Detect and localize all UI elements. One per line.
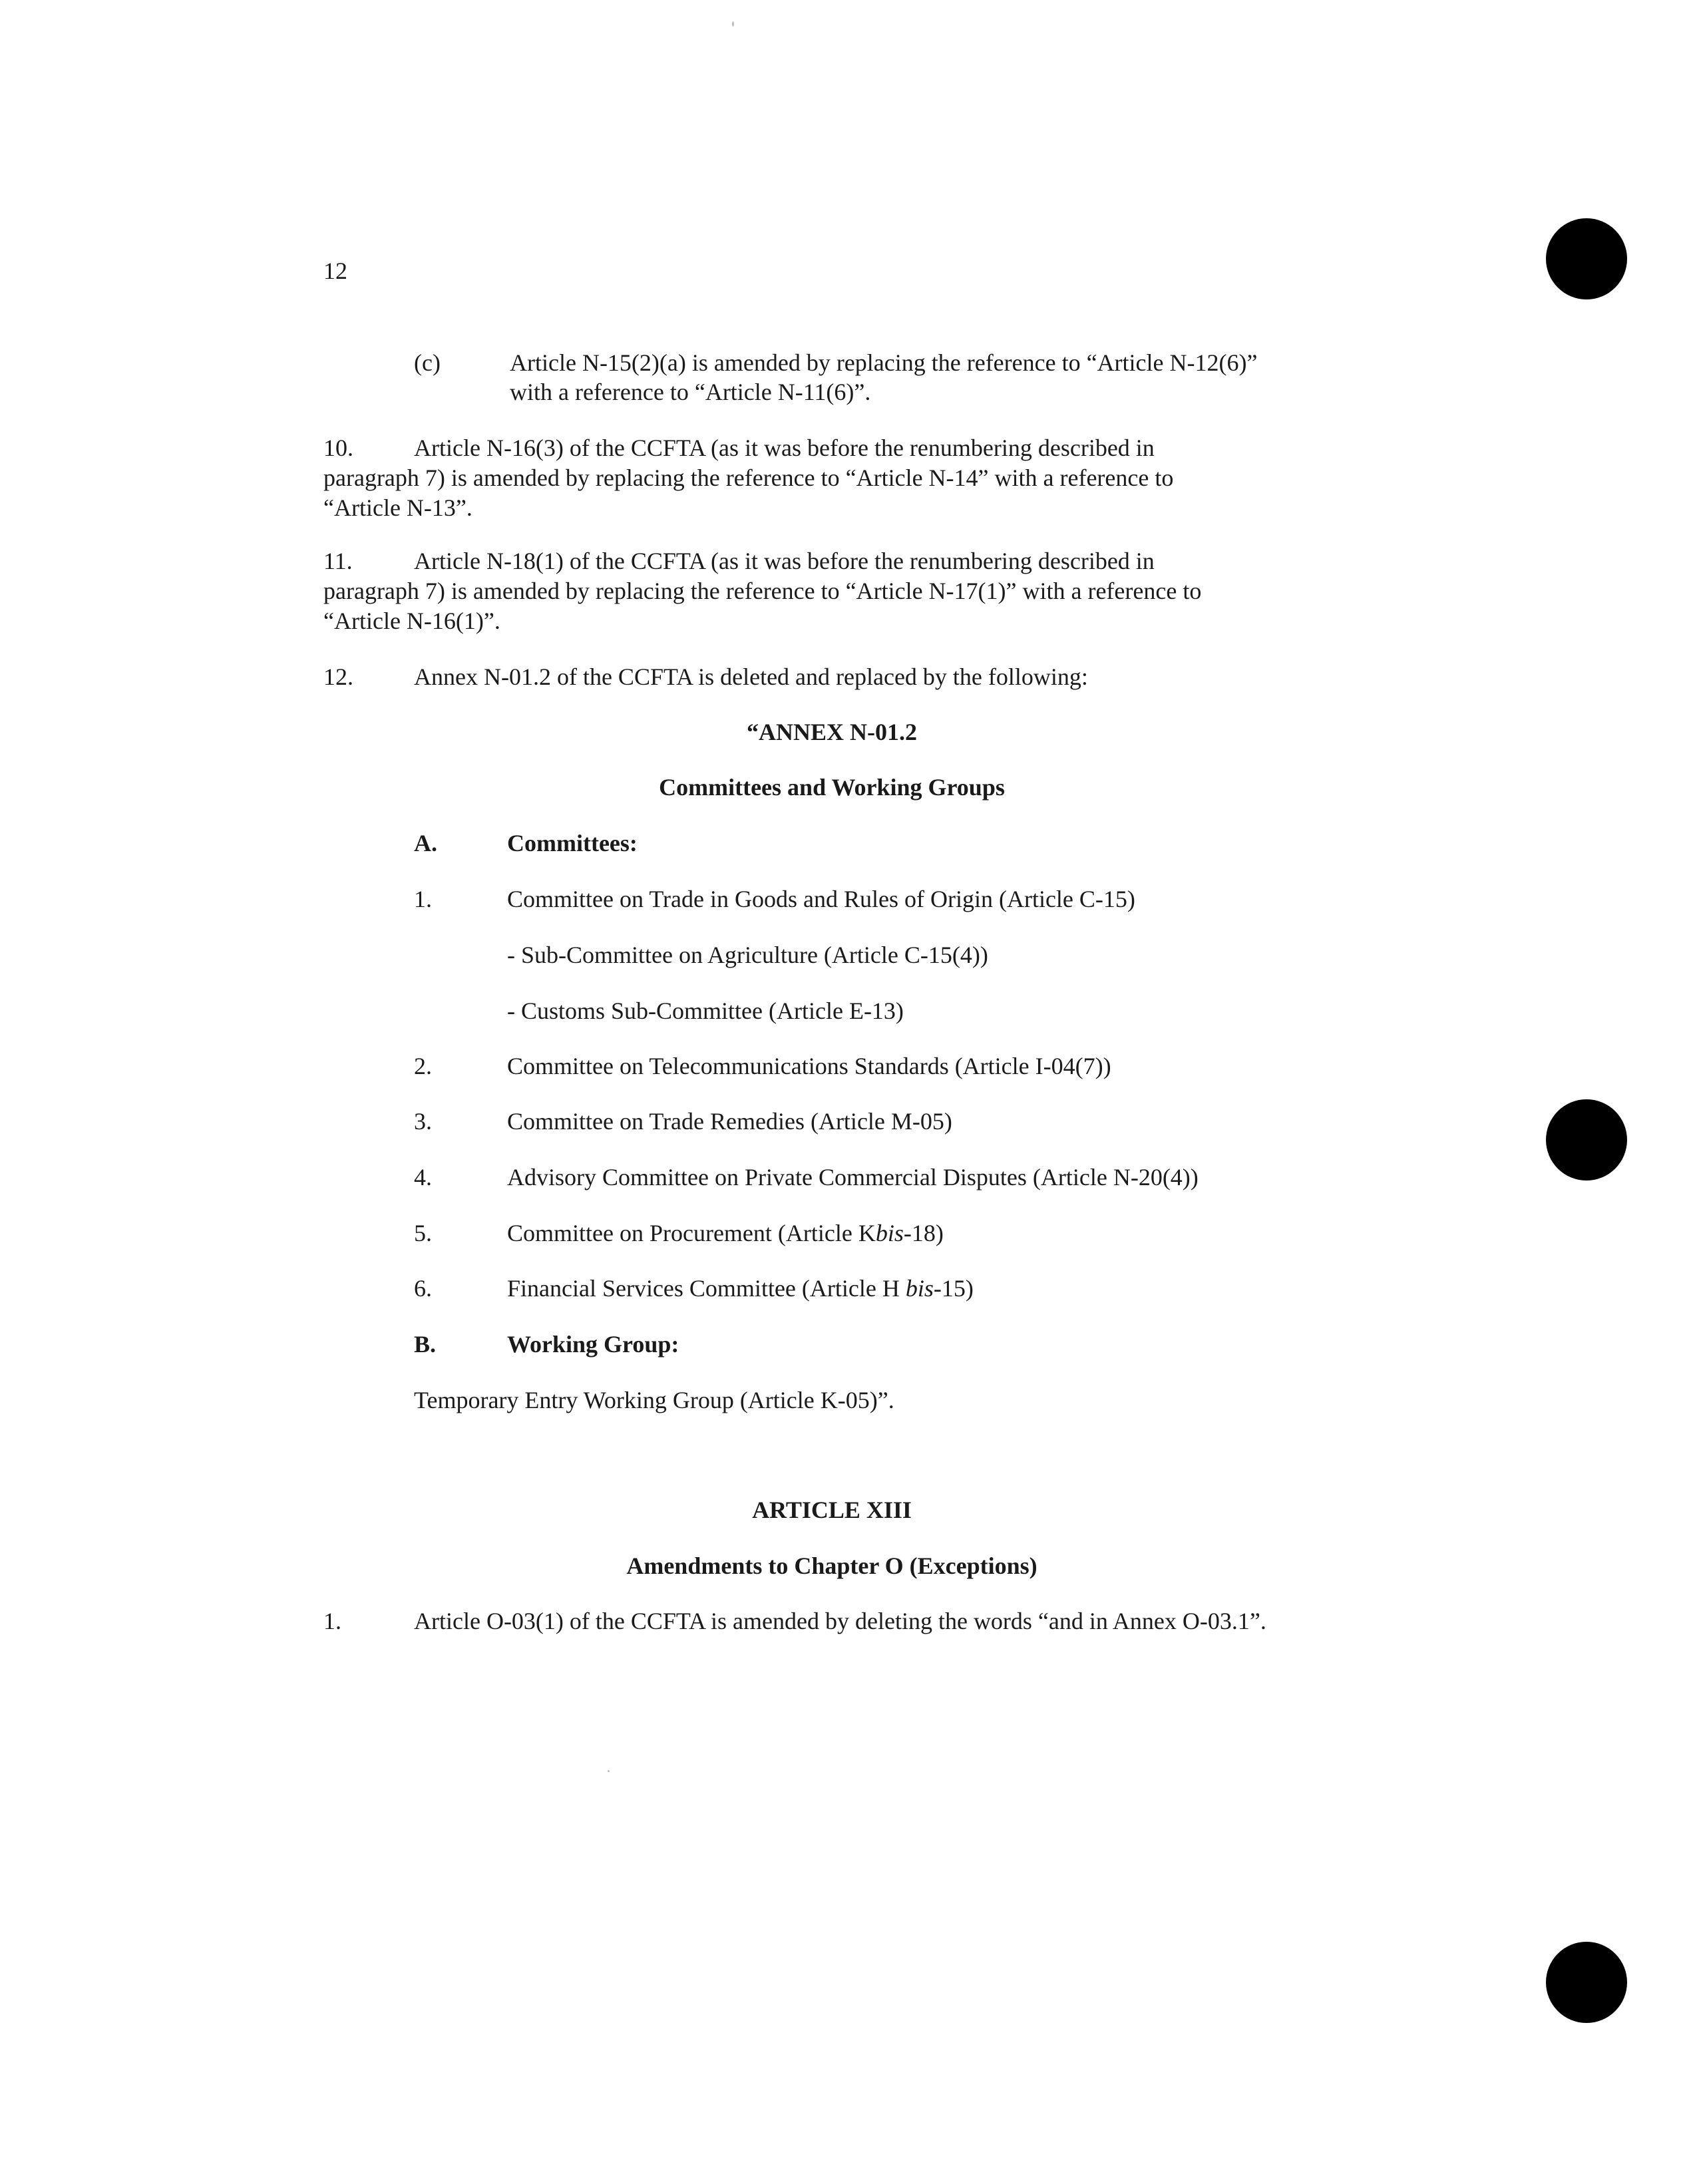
para-11-line-2: paragraph 7) is amended by replacing the reference to “Article N-17(1)” with a reference to <box>323 578 1202 604</box>
para-10-label: 10. <box>323 435 353 461</box>
article-subtitle: Amendments to Chapter O (Exceptions) <box>626 1552 1037 1579</box>
punch-hole-top <box>1546 218 1627 299</box>
article-para-1-label: 1. <box>323 1608 341 1634</box>
committee-item-italic: bis <box>875 1220 904 1246</box>
para-10-line-3: “Article N-13”. <box>323 494 472 521</box>
para-11-line-3: “Article N-16(1)”. <box>323 608 500 634</box>
article-para-1-text: Article O-03(1) of the CCFTA is amended by deleting the words “and in Annex O-03.1”. <box>414 1608 1266 1634</box>
committee-item: Committee on Telecommunications Standards (Article I-04(7)) <box>507 1053 1111 1079</box>
article-title: ARTICLE XIII <box>752 1497 912 1523</box>
committee-number: 2. <box>414 1053 432 1079</box>
para-c-label: (c) <box>414 349 441 376</box>
committee-item-italic: bis <box>905 1275 934 1302</box>
working-group-item: Temporary Entry Working Group (Article K-05)”. <box>414 1387 894 1413</box>
section-b-heading: Working Group: <box>507 1331 679 1358</box>
committee-item <box>507 1218 944 1248</box>
para-11-label: 11. <box>323 548 353 574</box>
committee-item-text: -15) <box>933 1275 974 1302</box>
committee-item-text: Committee on Procurement (Article K <box>507 1220 876 1246</box>
para-12-label: 12. <box>323 663 353 690</box>
committee-item-text: -18) <box>903 1220 944 1246</box>
para-12-text: Annex N-01.2 of the CCFTA is deleted and replaced by the following: <box>414 663 1088 690</box>
committee-number: 4. <box>414 1164 432 1190</box>
punch-hole-middle <box>1546 1099 1627 1181</box>
committee-number: 3. <box>414 1108 432 1135</box>
annex-title: “ANNEX N-01.2 <box>747 719 917 745</box>
scan-speck <box>732 21 734 27</box>
punch-hole-bottom <box>1546 1942 1627 2023</box>
committee-item: Committee on Trade Remedies (Article M-05) <box>507 1108 952 1135</box>
committee-number: 1. <box>414 886 432 912</box>
page-number: 12 <box>323 258 347 284</box>
annex-subtitle: Committees and Working Groups <box>659 774 1005 801</box>
committee-number: 5. <box>414 1220 432 1246</box>
committee-item-text: Financial Services Committee (Article H <box>507 1275 906 1302</box>
para-10-line-1: Article N-16(3) of the CCFTA (as it was before the renumbering described in <box>414 435 1155 461</box>
section-a-label: A. <box>414 830 437 856</box>
para-11-line-1: Article N-18(1) of the CCFTA (as it was before the renumbering described in <box>414 548 1155 574</box>
section-a-heading: Committees: <box>507 830 638 856</box>
para-10-line-2: paragraph 7) is amended by replacing the reference to “Article N-14” with a reference to <box>323 464 1174 491</box>
committee-item: Advisory Committee on Private Commercial Disputes (Article N-20(4)) <box>507 1164 1199 1190</box>
committee-item <box>507 1273 974 1304</box>
para-c-line-1: Article N-15(2)(a) is amended by replacing the reference to “Article N-12(6)” <box>510 349 1258 376</box>
scan-speck <box>608 1770 610 1772</box>
committee-number: 6. <box>414 1275 432 1302</box>
committee-item: Committee on Trade in Goods and Rules of Origin (Article C-15) <box>507 886 1135 912</box>
para-c-line-2: with a reference to “Article N-11(6)”. <box>510 379 871 405</box>
sub-committee-item: - Sub-Committee on Agriculture (Article C-15(4)) <box>507 942 988 968</box>
sub-committee-item: - Customs Sub-Committee (Article E-13) <box>507 998 904 1024</box>
section-b-label: B. <box>414 1331 437 1358</box>
